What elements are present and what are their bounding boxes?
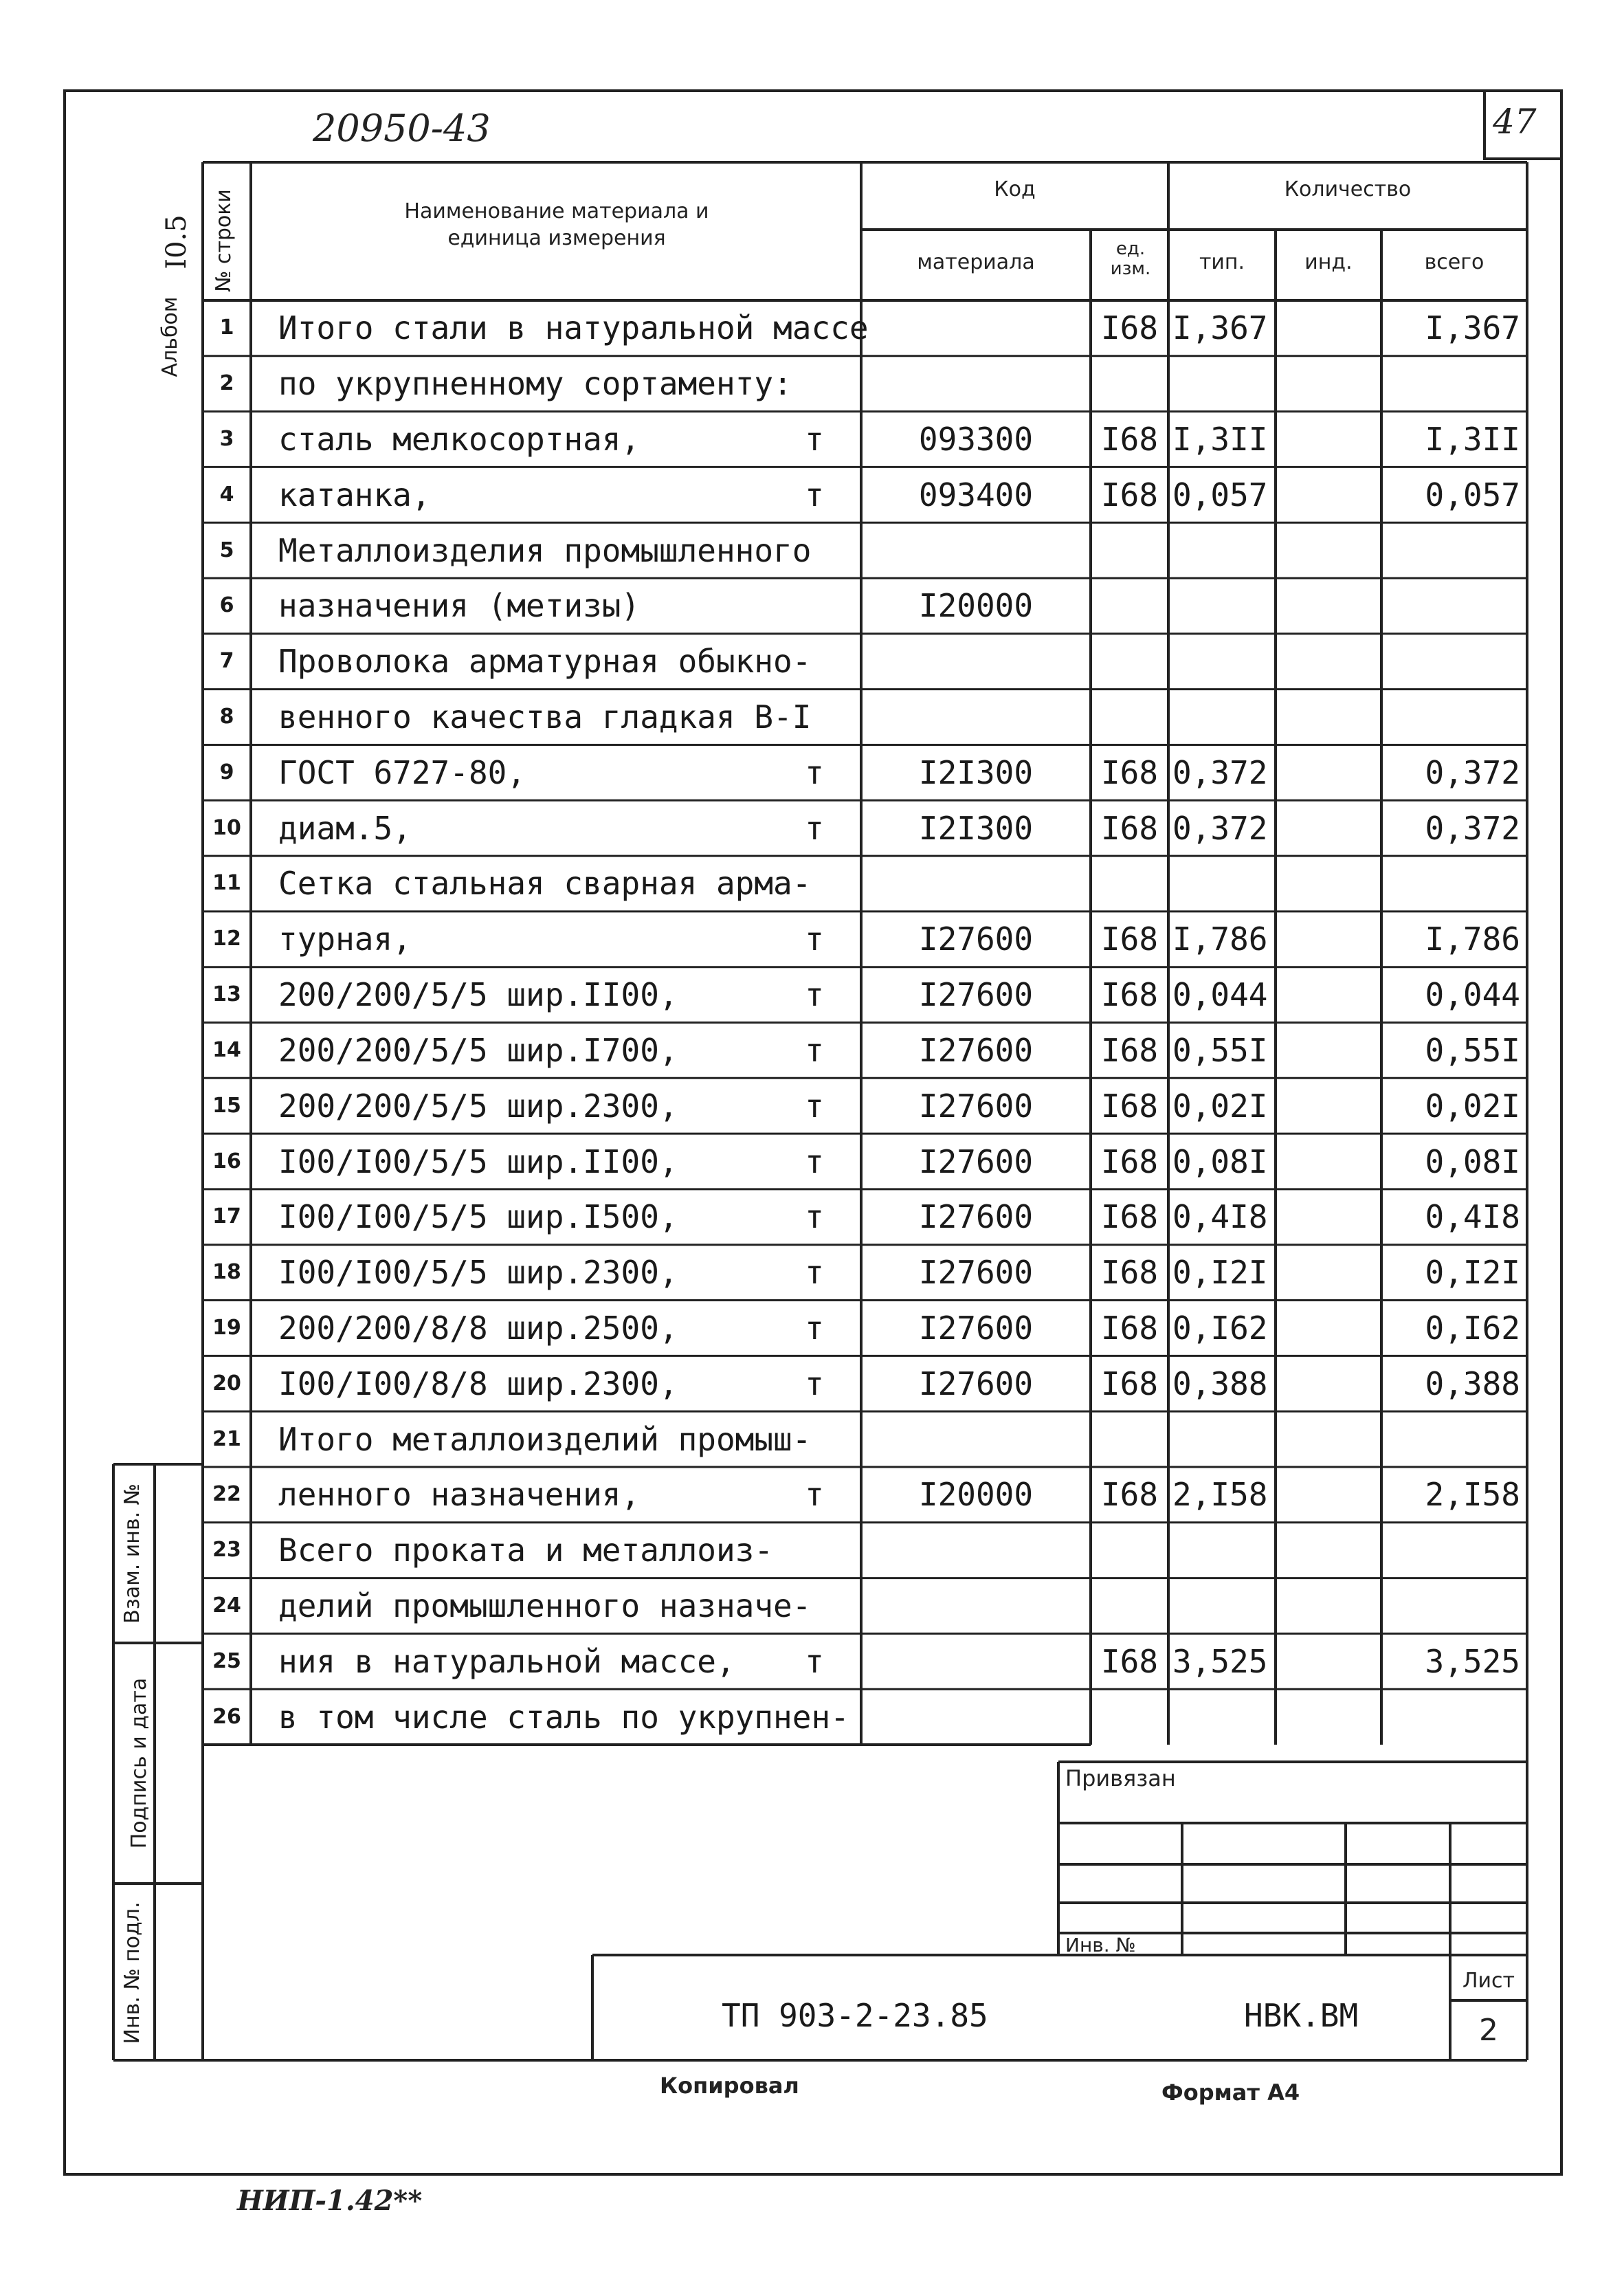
cell-n: 10 bbox=[212, 815, 241, 840]
header-qty-typ: тип. bbox=[1199, 250, 1245, 274]
title-sheet-label: Лист bbox=[1462, 1969, 1515, 1993]
cell-total: 0,4I8 bbox=[1425, 1198, 1520, 1236]
cell-unit: т bbox=[805, 476, 824, 514]
cell-material: I27600 bbox=[918, 1254, 1034, 1292]
cell-name: делий промышленного назначе- bbox=[278, 1587, 812, 1624]
cell-material: I27600 bbox=[918, 1142, 1034, 1180]
cell-unit: т bbox=[805, 421, 824, 459]
cell-name: в том числе сталь по укрупнен- bbox=[278, 1698, 849, 1736]
cell-typ: 0,I2I bbox=[1172, 1254, 1268, 1292]
cell-name: сталь мелкосортная, bbox=[278, 421, 641, 459]
cell-typ: 2,I58 bbox=[1172, 1476, 1268, 1514]
cell-unit-code: I68 bbox=[1100, 421, 1159, 459]
cell-unit-code: I68 bbox=[1100, 1198, 1159, 1236]
cell-unit: т bbox=[805, 1031, 824, 1069]
cell-total: I,3II bbox=[1425, 421, 1520, 459]
cell-typ: I,3II bbox=[1172, 421, 1268, 459]
cell-unit: т bbox=[805, 1087, 824, 1125]
cell-name: ния в натуральной массе, bbox=[278, 1642, 735, 1680]
cell-unit: т bbox=[805, 1142, 824, 1180]
header-qty-ind: инд. bbox=[1304, 250, 1353, 274]
cell-name: 200/200/8/8 шир.2500, bbox=[278, 1309, 678, 1347]
cell-total: I,367 bbox=[1425, 309, 1520, 347]
cell-material: I27600 bbox=[918, 1309, 1034, 1347]
header-code-material: материала bbox=[917, 250, 1035, 274]
cell-unit-code: I68 bbox=[1100, 309, 1159, 347]
title-doc-code: ТП 903-2-23.85 bbox=[722, 1997, 988, 2034]
footer-stamp: НИП-1.42** bbox=[237, 2185, 423, 2217]
cell-name: Сетка стальная сварная арма- bbox=[278, 865, 812, 903]
cell-name: Проволока арматурная обыкно- bbox=[278, 643, 812, 681]
cell-typ: 0,372 bbox=[1172, 753, 1268, 791]
cell-n: 9 bbox=[219, 760, 234, 784]
cell-typ: 0,02I bbox=[1172, 1087, 1268, 1125]
cell-unit-code: I68 bbox=[1100, 1309, 1159, 1347]
cell-typ: 0,08I bbox=[1172, 1142, 1268, 1180]
cell-total: 0,044 bbox=[1425, 976, 1520, 1014]
album-label: Альбом bbox=[158, 296, 182, 377]
cell-name: диам.5, bbox=[278, 809, 412, 847]
cell-name: Всего проката и металлоиз- bbox=[278, 1532, 774, 1569]
cell-n: 22 bbox=[212, 1482, 241, 1507]
cell-material: I2I300 bbox=[918, 809, 1034, 847]
cell-total: 2,I58 bbox=[1425, 1476, 1520, 1514]
header-code-unit: ед. изм. bbox=[1110, 239, 1151, 279]
header-name: Наименование материала и единица измерения bbox=[404, 199, 709, 250]
album-value: I0.5 bbox=[161, 214, 192, 269]
cell-name: турная, bbox=[278, 920, 412, 958]
cell-n: 23 bbox=[212, 1538, 241, 1563]
cell-name: 200/200/5/5 шир.2300, bbox=[278, 1087, 678, 1125]
cell-typ: 0,057 bbox=[1172, 476, 1268, 514]
cell-typ: I,367 bbox=[1172, 309, 1268, 347]
cell-name: катанка, bbox=[278, 476, 431, 514]
cell-material: I2I300 bbox=[918, 753, 1034, 791]
cell-n: 12 bbox=[212, 927, 241, 951]
cell-name: венного качества гладкая В-I bbox=[278, 698, 812, 736]
cell-n: 16 bbox=[212, 1149, 241, 1173]
cell-typ: 0,I62 bbox=[1172, 1309, 1268, 1347]
cell-unit: т bbox=[805, 1254, 824, 1292]
cell-total: 0,55I bbox=[1425, 1031, 1520, 1069]
header-row-number: № строки bbox=[212, 189, 236, 292]
cell-material: 093300 bbox=[918, 421, 1034, 459]
cell-total: 0,I62 bbox=[1425, 1309, 1520, 1347]
cell-material: 093400 bbox=[918, 476, 1034, 514]
cell-material: I27600 bbox=[918, 920, 1034, 958]
cell-n: 18 bbox=[212, 1260, 241, 1285]
cell-material: I27600 bbox=[918, 1198, 1034, 1236]
cell-name: Итого стали в натуральной массе bbox=[278, 309, 869, 347]
cell-unit-code: I68 bbox=[1100, 920, 1159, 958]
cell-total: 0,372 bbox=[1425, 809, 1520, 847]
cell-n: 5 bbox=[219, 538, 234, 562]
cell-n: 3 bbox=[219, 427, 234, 452]
footer-format: Формат А4 bbox=[1161, 2079, 1300, 2106]
cell-n: 17 bbox=[212, 1204, 241, 1229]
cell-unit-code: I68 bbox=[1100, 476, 1159, 514]
cell-n: 8 bbox=[219, 705, 234, 729]
title-sheet-value: 2 bbox=[1479, 2013, 1498, 2048]
cell-name: I00/I00/5/5 шир.II00, bbox=[278, 1142, 678, 1180]
cell-typ: 0,388 bbox=[1172, 1365, 1268, 1402]
cell-unit: т bbox=[805, 1476, 824, 1514]
corner-sheet-number: 47 bbox=[1493, 102, 1537, 142]
title-attached: Привязан bbox=[1065, 1765, 1176, 1791]
cell-n: 15 bbox=[212, 1093, 241, 1118]
cell-n: 24 bbox=[212, 1593, 241, 1618]
cell-n: 4 bbox=[219, 482, 234, 507]
cell-total: 0,372 bbox=[1425, 753, 1520, 791]
cell-unit-code: I68 bbox=[1100, 1476, 1159, 1514]
cell-n: 14 bbox=[212, 1037, 241, 1062]
cell-typ: 0,372 bbox=[1172, 809, 1268, 847]
cell-unit-code: I68 bbox=[1100, 1087, 1159, 1125]
cell-material: I27600 bbox=[918, 1365, 1034, 1402]
cell-name: I00/I00/5/5 шир.I500, bbox=[278, 1198, 678, 1236]
cell-unit: т bbox=[805, 976, 824, 1014]
cell-unit-code: I68 bbox=[1100, 1365, 1159, 1402]
title-inv-no: Инв. № bbox=[1065, 1934, 1136, 1956]
cell-total: 0,I2I bbox=[1425, 1254, 1520, 1292]
cell-n: 7 bbox=[219, 649, 234, 674]
cell-unit: т bbox=[805, 1198, 824, 1236]
cell-name: ГОСТ 6727-80, bbox=[278, 753, 526, 791]
cell-unit-code: I68 bbox=[1100, 976, 1159, 1014]
stamp-signature-date: Подпись и дата bbox=[127, 1677, 151, 1849]
cell-name: Итого металлоизделий промыш- bbox=[278, 1420, 812, 1458]
cell-unit: т bbox=[805, 1642, 824, 1680]
title-mark: НВК.ВМ bbox=[1244, 1997, 1359, 2034]
cell-unit-code: I68 bbox=[1100, 1031, 1159, 1069]
cell-name: I00/I00/5/5 шир.2300, bbox=[278, 1254, 678, 1292]
cell-total: 0,057 bbox=[1425, 476, 1520, 514]
cell-n: 13 bbox=[212, 982, 241, 1007]
cell-name: 200/200/5/5 шир.I700, bbox=[278, 1031, 678, 1069]
cell-typ: I,786 bbox=[1172, 920, 1268, 958]
cell-unit: т bbox=[805, 1309, 824, 1347]
cell-total: 0,02I bbox=[1425, 1087, 1520, 1125]
cell-total: 0,08I bbox=[1425, 1142, 1520, 1180]
cell-unit-code: I68 bbox=[1100, 809, 1159, 847]
cell-n: 11 bbox=[212, 871, 241, 896]
cell-total: I,786 bbox=[1425, 920, 1520, 958]
cell-n: 6 bbox=[219, 593, 234, 618]
cell-unit-code: I68 bbox=[1100, 753, 1159, 791]
cell-n: 25 bbox=[212, 1648, 241, 1673]
cell-name: по укрупненному сортаменту: bbox=[278, 365, 792, 403]
cell-name: ленного назначения, bbox=[278, 1476, 641, 1514]
cell-unit-code: I68 bbox=[1100, 1642, 1159, 1680]
header-qty-total: всего bbox=[1424, 250, 1484, 274]
cell-n: 19 bbox=[212, 1315, 241, 1340]
cell-n: 2 bbox=[219, 371, 234, 396]
cell-typ: 0,4I8 bbox=[1172, 1198, 1268, 1236]
cell-material: I20000 bbox=[918, 1476, 1034, 1514]
cell-name: назначения (метизы) bbox=[278, 587, 641, 625]
cell-typ: 0,044 bbox=[1172, 976, 1268, 1014]
cell-unit-code: I68 bbox=[1100, 1142, 1159, 1180]
stamp-replaced-inv: Взам. инв. № bbox=[120, 1483, 144, 1624]
footer-copied: Копировал bbox=[660, 2073, 799, 2099]
cell-n: 20 bbox=[212, 1371, 241, 1395]
cell-material: I27600 bbox=[918, 976, 1034, 1014]
cell-material: I27600 bbox=[918, 1087, 1034, 1125]
cell-unit: т bbox=[805, 753, 824, 791]
stamp-inv-original: Инв. № подл. bbox=[120, 1901, 144, 2044]
cell-typ: 0,55I bbox=[1172, 1031, 1268, 1069]
cell-total: 0,388 bbox=[1425, 1365, 1520, 1402]
cell-total: 3,525 bbox=[1425, 1642, 1520, 1680]
cell-n: 1 bbox=[219, 316, 234, 340]
cell-name: 200/200/5/5 шир.II00, bbox=[278, 976, 678, 1014]
cell-unit: т bbox=[805, 809, 824, 847]
cell-name: Металлоизделия промышленного bbox=[278, 531, 812, 569]
doc-number: 20950-43 bbox=[313, 107, 491, 150]
cell-material: I27600 bbox=[918, 1031, 1034, 1069]
cell-typ: 3,525 bbox=[1172, 1642, 1268, 1680]
cell-unit: т bbox=[805, 920, 824, 958]
cell-name: I00/I00/8/8 шир.2300, bbox=[278, 1365, 678, 1402]
cell-material: I20000 bbox=[918, 587, 1034, 625]
cell-unit-code: I68 bbox=[1100, 1254, 1159, 1292]
header-quantity: Количество bbox=[1284, 177, 1412, 201]
cell-n: 26 bbox=[212, 1704, 241, 1729]
cell-unit: т bbox=[805, 1365, 824, 1402]
cell-n: 21 bbox=[212, 1426, 241, 1451]
header-code: Код bbox=[994, 177, 1036, 201]
